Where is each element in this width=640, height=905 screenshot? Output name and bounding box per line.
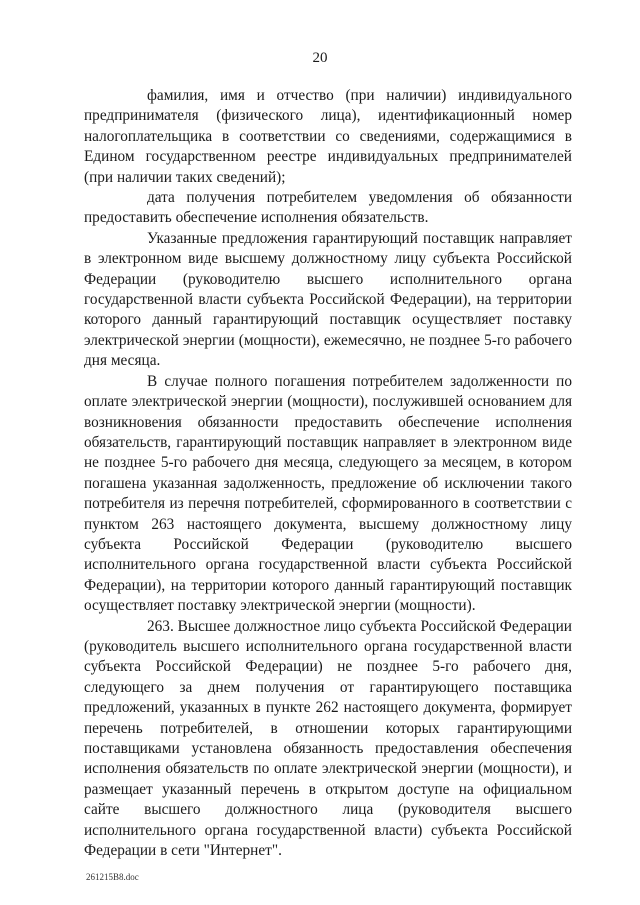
paragraph-3: Указанные предложения гарантирующий поставщик направляет в электронном виде высшему должностному лицу субъекта Российской Федерации (руководителю высшего исполнительного органа государственной власти субъекта Российской Федерации), на территории которого данный гарантирующий поставщик осуществляет поставку электрической энергии (мощности), ежемесячно, не позднее 5-го рабочего дня месяца. (84, 229, 572, 370)
document-file-code: 261215B8.doc (86, 872, 139, 882)
paragraph-2: дата получения потребителем уведомления об обязанности предоставить обеспечение исполнения обязательств. (84, 189, 572, 227)
page-number: 20 (312, 50, 328, 66)
paragraph-5: 263. Высшее должностное лицо субъекта Российской Федерации (руководитель высшего исполнительного органа государственной власти субъекта Российской Федерации) не позднее 5-го рабочего дня, следующего за днем получения от гарантирующего поставщика предложений, указанных в пункте 262 настоящего документа, формирует перечень потребителей, в отношении которых гарантирующими поставщиками установлена обязанность предоставления обеспечения исполнения обязательств по оплате электрической энергии (мощности), и размещает указанный перечень в открытом доступе на официальном сайте высшего должностного лица (руководителя высшего исполнительного органа государственной власти) субъекта Российской Федерации в сети "Интернет". (84, 617, 572, 860)
paragraph-4: В случае полного погашения потребителем задолженности по оплате электрической энергии (мощности), послужившей основанием для возникновения обязанности предоставить обеспечение исполнения обязательств, гарантирующий поставщик направляет в электронном виде не позднее 5-го рабочего дня месяца, следующего за месяцем, в котором погашена указанная задолженность, предложение об исключении такого потребителя из перечня потребителей, сформированного в соответствии с пунктом 263 настоящего документа, высшему должностному лицу субъекта Российской Федерации (руководителю высшего исполнительного органа государственной власти субъекта Российской Федерации), на территории которого данный гарантирующий поставщик осуществляет поставку электрической энергии (мощности). (84, 372, 572, 615)
paragraph-1: фамилия, имя и отчество (при наличии) индивидуального предпринимателя (физического лица), идентификационный номер налогоплательщика в соответствии со сведениями, содержащимися в Едином государственном реестре индивидуальных предпринимателей (при наличии таких сведений); (84, 87, 572, 186)
body-text (84, 86, 572, 861)
